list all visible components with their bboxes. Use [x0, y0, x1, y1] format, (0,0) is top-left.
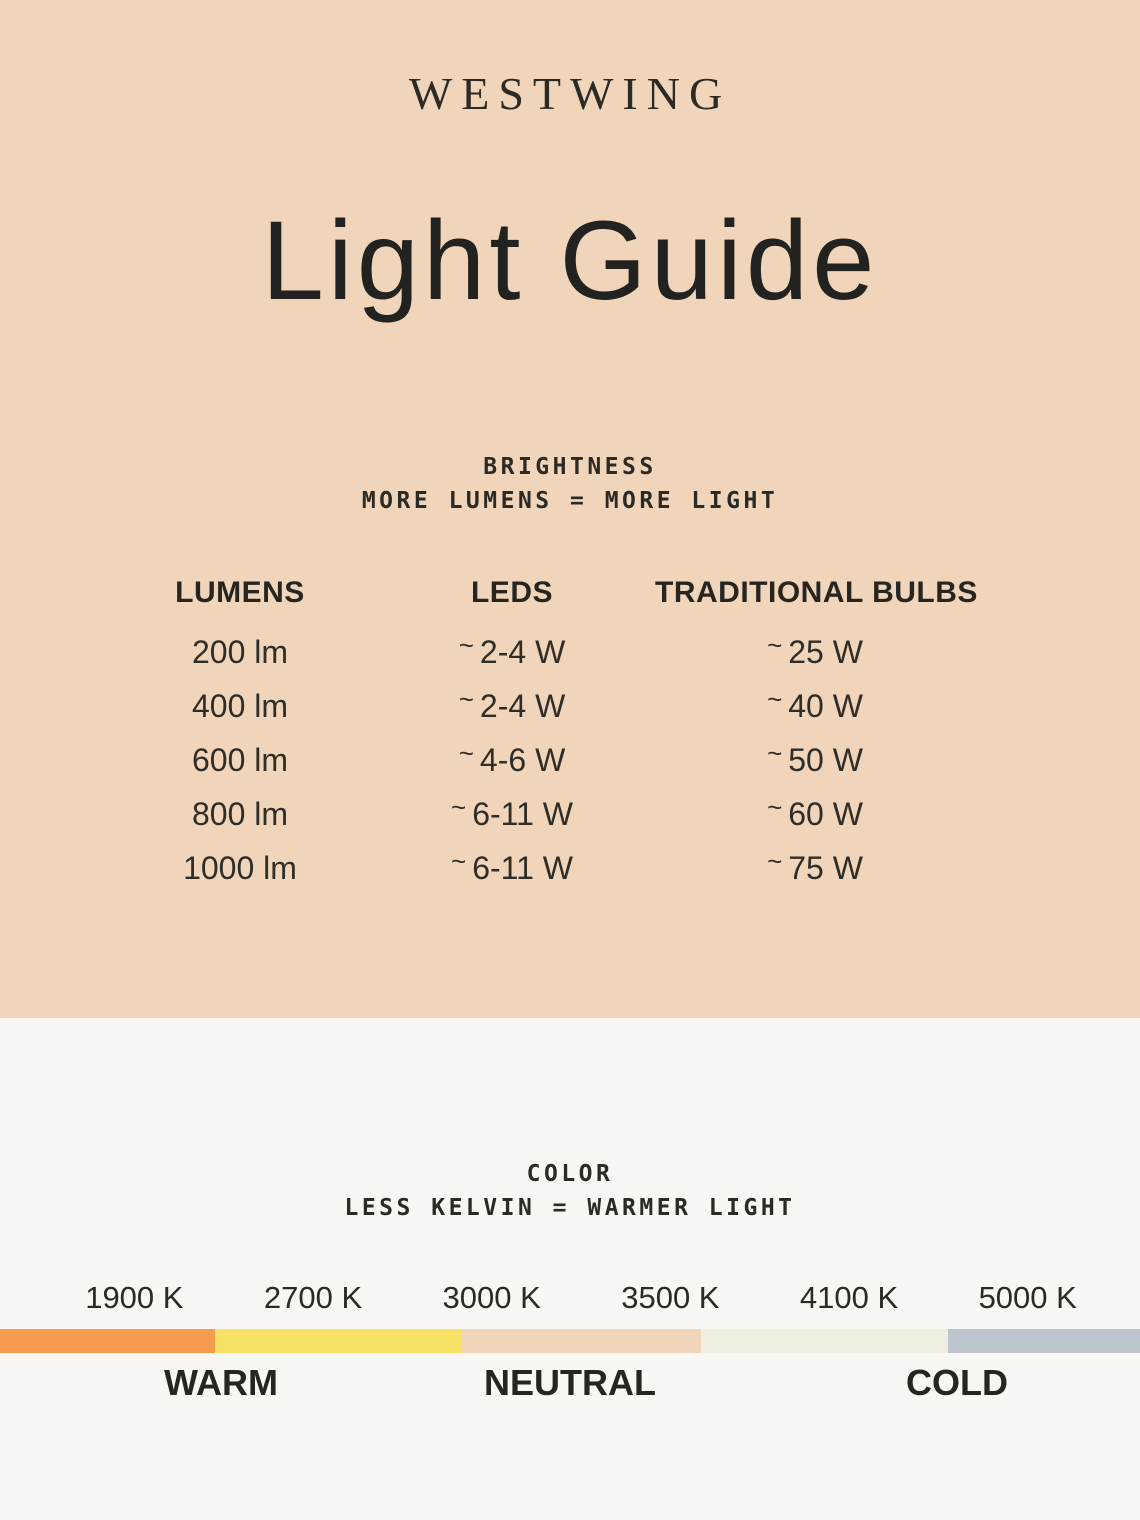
approx-symbol: ~ — [458, 630, 474, 660]
led-watt-cell — [380, 679, 644, 733]
approx-symbol: ~ — [767, 630, 783, 660]
leds-column — [380, 575, 644, 895]
lumens-cell: 200 lm — [191, 634, 289, 670]
bulb-watt-cell — [655, 733, 975, 787]
lumens-column-header: LUMENS — [175, 576, 305, 609]
bulb-watt-cell — [655, 841, 975, 895]
lumens-cell: 400 lm — [191, 688, 289, 724]
temperature-segment-neutral-peach — [461, 1329, 702, 1353]
westwing-logo: WESTWING — [408, 68, 732, 119]
lumens-cell: 1000 lm — [183, 850, 297, 886]
kelvin-label: 5000 K — [978, 1280, 1077, 1315]
temperature-segment-neutral-cream — [701, 1329, 948, 1353]
kelvin-label: 3000 K — [442, 1280, 541, 1315]
traditional-bulbs-column — [655, 575, 978, 895]
kelvin-label: 2700 K — [263, 1280, 363, 1315]
approx-symbol: ~ — [458, 684, 474, 714]
approx-symbol: ~ — [458, 738, 474, 768]
led-watt-cell — [380, 733, 644, 787]
bulb-watt-value: 60 W — [788, 796, 863, 832]
temperature-segment-warm-orange — [0, 1329, 215, 1353]
approx-symbol: ~ — [451, 846, 467, 876]
color-heading-line1: COLOR — [526, 1161, 614, 1187]
brightness-heading-line2: MORE LUMENS = MORE LIGHT — [361, 488, 779, 514]
neutral-label: NEUTRAL — [484, 1362, 656, 1403]
bulb-watt-cell — [655, 679, 975, 733]
lumens-cell: 600 lm — [191, 742, 289, 778]
warm-label: WARM — [164, 1362, 278, 1403]
bulb-watt-value: 75 W — [788, 850, 863, 886]
lumens-column — [120, 575, 360, 895]
color-temperature-bar — [0, 1329, 1140, 1353]
approx-symbol: ~ — [767, 738, 783, 768]
led-watt-value: 2-4 W — [479, 688, 566, 724]
kelvin-label: 4100 K — [799, 1280, 899, 1315]
page-title: Light Guide — [261, 198, 879, 323]
bulb-watt-cell — [655, 787, 975, 841]
approx-symbol: ~ — [767, 846, 783, 876]
brightness-heading-line1: BRIGHTNESS — [483, 454, 657, 480]
approx-symbol: ~ — [767, 792, 783, 822]
approx-symbol: ~ — [451, 792, 467, 822]
approx-symbol: ~ — [767, 684, 783, 714]
temperature-segment-warm-yellow — [215, 1329, 460, 1353]
lumens-cell: 800 lm — [191, 796, 289, 832]
leds-column-header: LEDS — [470, 576, 553, 609]
kelvin-scale-labels — [45, 1280, 1117, 1316]
bulb-watt-value: 40 W — [788, 688, 863, 724]
bulb-watt-value: 25 W — [788, 634, 863, 670]
bulb-watt-cell — [655, 625, 975, 679]
led-watt-cell — [380, 787, 644, 841]
temperature-segment-cold-blue — [948, 1329, 1140, 1353]
led-watt-value: 4-6 W — [479, 742, 566, 778]
brightness-heading — [0, 450, 1140, 518]
kelvin-label: 1900 K — [85, 1280, 184, 1315]
led-watt-value: 6-11 W — [472, 796, 573, 832]
bulb-watt-value: 50 W — [788, 742, 863, 778]
color-heading — [0, 1157, 1140, 1225]
color-heading-line2: LESS KELVIN = WARMER LIGHT — [344, 1195, 796, 1221]
led-watt-value: 2-4 W — [479, 634, 566, 670]
kelvin-label: 3500 K — [621, 1280, 720, 1315]
led-watt-cell — [380, 625, 644, 679]
traditional-bulbs-column-header: TRADITIONAL BULBS — [655, 576, 978, 609]
cold-label: COLD — [906, 1362, 1008, 1403]
led-watt-cell — [380, 841, 644, 895]
led-watt-value: 6-11 W — [472, 850, 573, 886]
